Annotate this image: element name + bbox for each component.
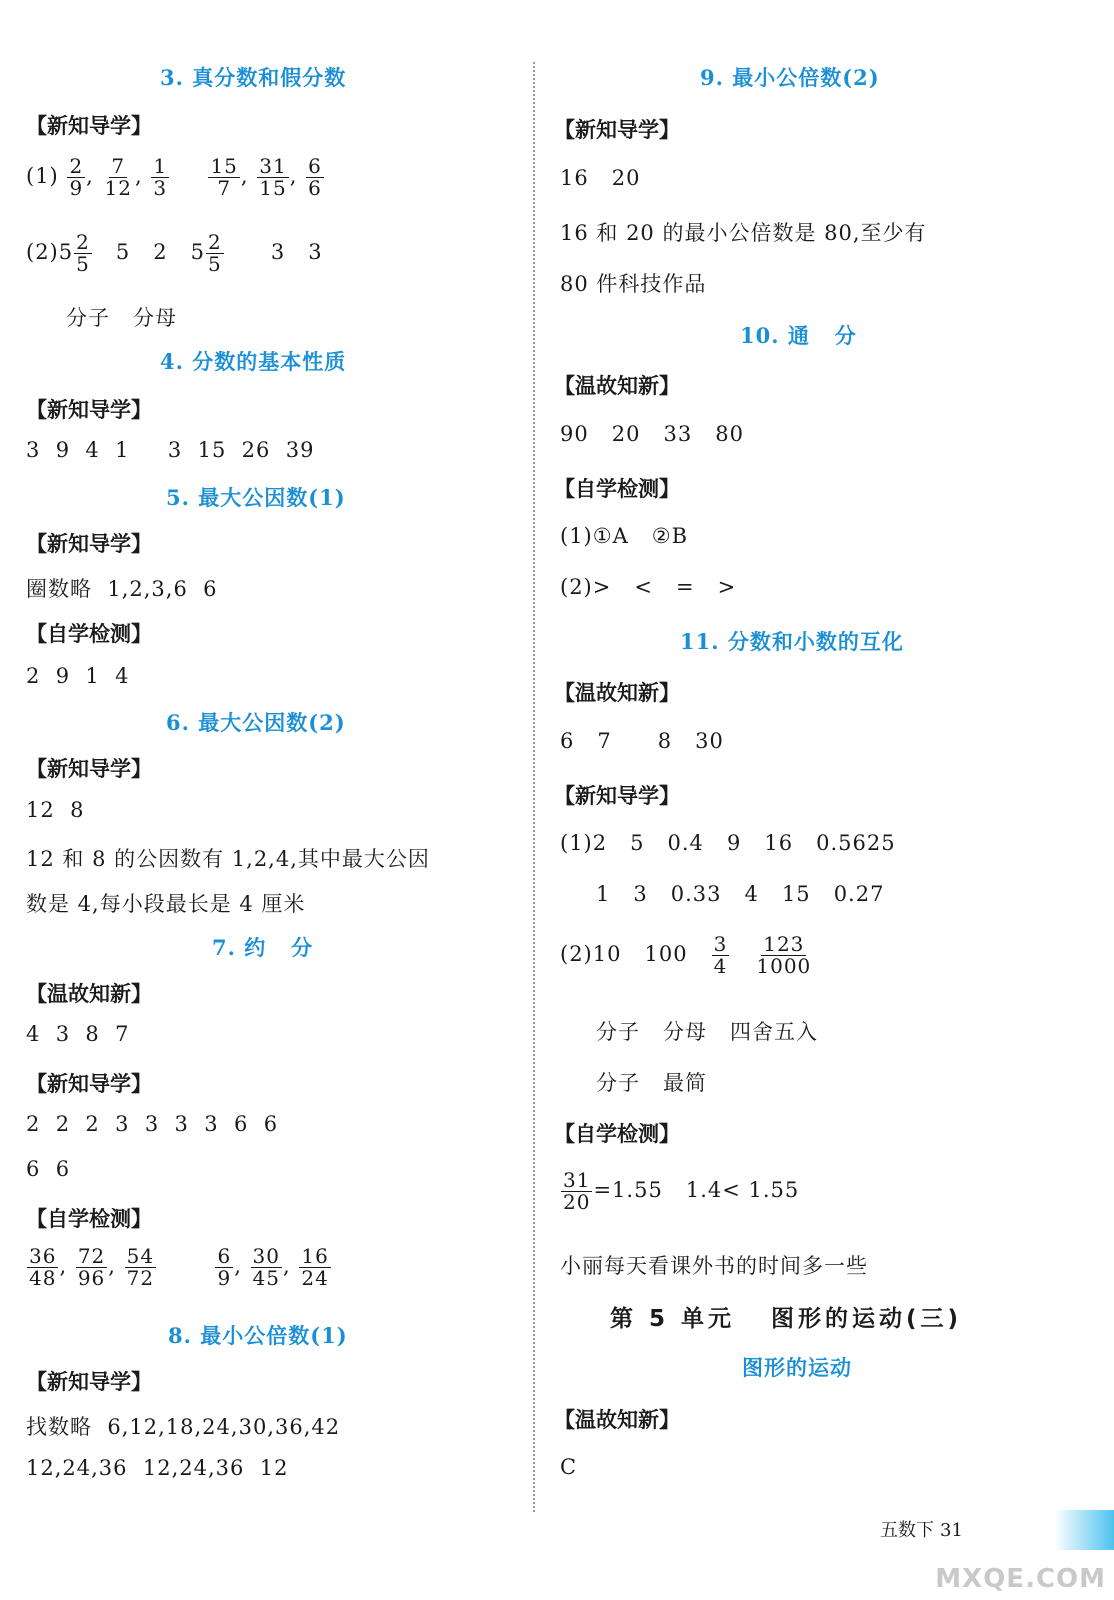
fraction-line-1: (1) $\frac{2}{9}$ , $\frac{7}{12}$ , $\frac{1}{3}$ $\frac{15}{7}$ , $\frac{31}{15}$ , $\frac{6}{6}$	[26, 154, 322, 200]
section-title-11: 11. 分数和小数的互化	[680, 629, 904, 654]
fraction: $\frac{16}{24}$	[301, 1244, 329, 1290]
answer-line: C	[560, 1455, 578, 1479]
section-title-7: 7. 约 分	[212, 935, 314, 960]
column-divider	[533, 62, 535, 1512]
answer-line: 小丽每天看课外书的时间多一些	[560, 1254, 868, 1278]
fraction: $\frac{7}{12}$	[104, 154, 132, 200]
item-label: (1)	[26, 164, 59, 188]
fraction: $\frac{123}{1000}$	[756, 932, 812, 978]
answer-line: 分子 分母	[66, 306, 178, 330]
answer-line: 90 20 33 80	[560, 422, 744, 446]
fraction: $\frac{72}{96}$	[77, 1244, 106, 1290]
answer-line: 12,24,36 12,24,36 12	[26, 1456, 289, 1480]
fraction: $\frac{31}{20}$	[563, 1168, 591, 1214]
section-tag: 【新知导学】	[26, 757, 152, 781]
watermark: MXQE.COM	[935, 1564, 1106, 1594]
fraction: $\frac{6}{9}$	[217, 1244, 232, 1290]
fraction: $\frac{15}{7}$	[210, 154, 238, 200]
answer-line: 16 和 20 的最小公倍数是 80,至少有	[560, 221, 927, 245]
corner-decoration	[1054, 1510, 1114, 1550]
answer-line: 80 件科技作品	[560, 272, 707, 296]
fraction: $\frac{2}{9}$	[69, 154, 84, 200]
answer-line: 12 8	[26, 798, 85, 822]
page-number: 31	[940, 1520, 963, 1541]
answer-line: (2)> < = >	[560, 575, 737, 599]
answer-line: 2 9 1 4	[26, 664, 130, 688]
answer-line: 6 7 8 30	[560, 729, 724, 753]
unit-title: 第 5 单元 图形的运动(三)	[610, 1306, 963, 1332]
answer-line: 4 3 8 7	[26, 1022, 130, 1046]
answer-line: (1)2 5 0.4 9 16 0.5625	[560, 831, 896, 855]
answer-text: (2)10 100	[560, 942, 688, 966]
answer-line: 3 9 4 1 3 15 26 39	[26, 438, 315, 462]
fraction-line: $\frac{36}{48}$ , $\frac{72}{96}$ , $\frac{54}{72}$ $\frac{6}{9}$ , $\frac{30}{45}$ , $\frac{16}{24}$	[29, 1244, 329, 1290]
fraction-line-2	[26, 232, 323, 275]
answer-line: 找数略 6,12,18,24,30,36,42	[26, 1415, 341, 1439]
section-title-9: 9. 最小公倍数(2)	[700, 65, 880, 90]
section-tag: 【温故知新】	[554, 1408, 680, 1432]
section-title-4: 4. 分数的基本性质	[160, 349, 347, 374]
answer-line: 12 和 8 的公因数有 1,2,4,其中最大公因	[26, 847, 430, 871]
answer-line: 分子 最简	[596, 1071, 708, 1095]
fraction: $\frac{6}{6}$	[308, 154, 322, 200]
answer-text: 3 3	[270, 240, 323, 264]
answer-text: 5 2 5	[115, 240, 206, 264]
answer-line: 2 2 2 3 3 3 3 6 6	[26, 1112, 279, 1136]
section-title-3: 3. 真分数和假分数	[160, 65, 347, 90]
page-footer	[880, 1516, 963, 1542]
fraction: $\frac{54}{72}$	[126, 1244, 155, 1290]
fraction: $\frac{2}{5}$	[76, 230, 90, 276]
section-title-6: 6. 最大公因数(2)	[166, 710, 346, 735]
section-title-5: 5. 最大公因数(1)	[166, 485, 346, 510]
fraction: $\frac{36}{48}$	[29, 1244, 57, 1290]
section-tag: 【温故知新】	[554, 374, 680, 398]
section-title-10: 10. 通 分	[740, 323, 857, 348]
answer-line: 圈数略 1,2,3,6 6	[26, 577, 218, 601]
fraction: $\frac{30}{45}$	[252, 1244, 280, 1290]
fraction: $\frac{3}{4}$	[713, 932, 728, 978]
answer-line: 1 3 0.33 4 15 0.27	[596, 882, 885, 906]
fraction-line	[560, 934, 814, 977]
section-tag: 【新知导学】	[26, 1072, 152, 1096]
fraction: $\frac{1}{3}$	[153, 154, 168, 200]
answer-line: 16 20	[560, 166, 641, 190]
section-tag: 【温故知新】	[554, 681, 680, 705]
section-tag: 【自学检测】	[26, 1207, 152, 1231]
section-tag: 【新知导学】	[26, 532, 152, 556]
section-tag: 【自学检测】	[26, 622, 152, 646]
answer-line: 分子 分母 四舍五入	[596, 1020, 819, 1044]
section-tag: 【新知导学】	[26, 398, 152, 422]
section-tag: 【新知导学】	[554, 784, 680, 808]
section-tag: 【新知导学】	[26, 114, 152, 138]
section-title-8: 8. 最小公倍数(1)	[168, 1323, 348, 1348]
section-tag: 【新知导学】	[554, 118, 680, 142]
answer-text: =1.55 1.4< 1.55	[593, 1178, 800, 1202]
section-tag: 【自学检测】	[554, 477, 680, 501]
fraction: $\frac{31}{15}$	[259, 154, 287, 200]
section-tag: 【自学检测】	[554, 1122, 680, 1146]
fraction: $\frac{2}{5}$	[208, 230, 222, 276]
answer-line: 6 6	[26, 1157, 71, 1181]
answer-line: (1)①A ②B	[560, 524, 689, 548]
item-label: (2)5	[26, 240, 74, 264]
fraction-line	[560, 1170, 799, 1213]
section-title-unit5: 图形的运动	[742, 1355, 852, 1380]
section-tag: 【新知导学】	[26, 1370, 152, 1394]
section-tag: 【温故知新】	[26, 982, 152, 1006]
book-label: 五数下	[880, 1520, 934, 1541]
answer-line: 数是 4,每小段最长是 4 厘米	[26, 892, 306, 916]
